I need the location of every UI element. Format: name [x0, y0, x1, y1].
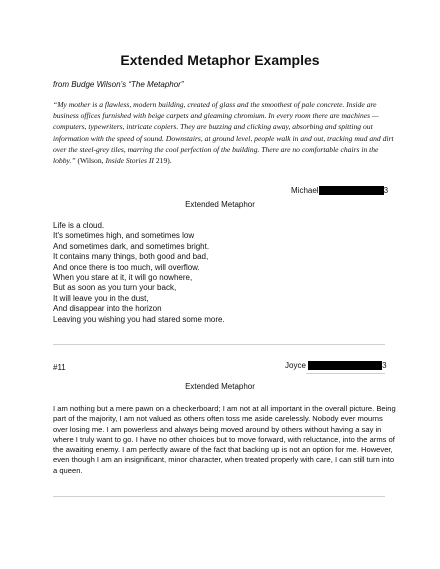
author-line-2	[285, 361, 387, 370]
poem-line: And disappear into the horizon	[53, 304, 162, 314]
poem-line: It will leave you in the dust,	[53, 293, 149, 303]
poem-line: It contains many things, both good and bad,	[53, 252, 209, 262]
section-heading-2: Extended Metaphor	[185, 382, 255, 391]
document-title: Extended Metaphor Examples	[120, 52, 320, 68]
citation-title: Inside Stories II	[105, 156, 154, 166]
poem-line: And sometimes dark, and sometimes bright.	[53, 241, 210, 251]
author-suffix: 3	[383, 186, 389, 195]
poem-line: Leaving you wishing you had stared some more.	[53, 314, 225, 324]
entry-number: #11	[53, 363, 66, 372]
author-suffix: 3	[382, 361, 387, 370]
citation: (Wilson, Inside Stories II 219).	[75, 156, 172, 166]
source-line: from Budge Wilson’s “The Metaphor”	[53, 80, 184, 89]
section-divider	[53, 344, 385, 345]
name-underline	[306, 373, 385, 374]
quoted-passage	[53, 99, 398, 166]
poem	[53, 221, 225, 325]
poem-line: And once there is too much, will overflow.	[53, 262, 200, 272]
section-heading-1: Extended Metaphor	[185, 200, 255, 209]
quote-text: “My mother is a flawless, modern building, created of glass and the smoothest of pale concrete. Inside are business offices furnished with beige carpets and gleaming chromium. In every room there are machines — computers, typewriters, intricate copiers. They are buzzing and clicking away, absorbing and spitting out information with the speed of sound. Downstairs, at ground level, people walk in and out, tracking mud and dirt over the steel-grey tiles, marring the cool perfection of the building. There are no comfortable chairs in the lobby.”	[53, 100, 394, 166]
redaction-bar	[308, 361, 382, 370]
author-line-1	[291, 186, 388, 195]
author-name: Joyce	[285, 361, 306, 370]
section-divider	[53, 496, 385, 497]
poem-line: It's sometimes high, and sometimes low	[53, 231, 195, 241]
redaction-bar	[319, 186, 384, 195]
poem-line: But as soon as you turn your back,	[53, 283, 177, 293]
poem-line: When you stare at it, it will go nowhere,	[53, 273, 193, 283]
poem-line: Life is a cloud.	[53, 221, 105, 230]
author-name: Michael	[291, 186, 319, 195]
metaphor-paragraph: I am nothing but a mere pawn on a checkerboard; I am not at all important in the overall picture. Being part of the majority, I am not valued as others often toss me aside carelessly. Nobody ever mourns over losing me. I am powerless and always being moved around by others without having a say in where I truly want to go. I have no other choices but to move forward, with reluctance, into the arms of the awaiting enemy. I am perfectly aware of the fact that backing up is not an option for me. However, even though I am an insignificant, minor character, when treated properly with care, I can still turn into a queen.	[53, 404, 396, 475]
